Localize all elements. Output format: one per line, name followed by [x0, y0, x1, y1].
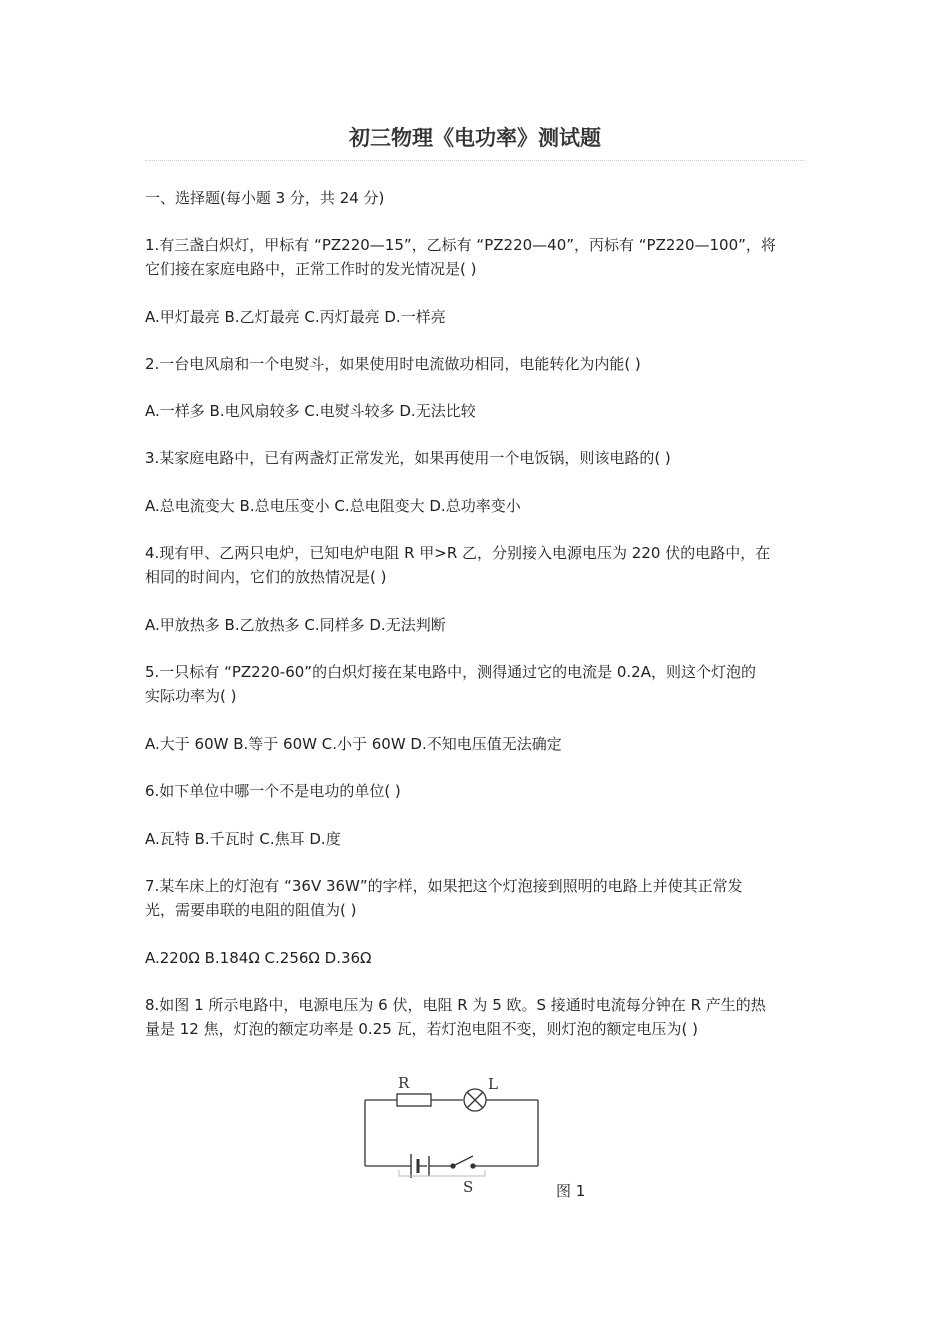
question-2-options: A.一样多 B.电风扇较多 C.电熨斗较多 D.无法比较	[145, 402, 476, 420]
switch-label: S	[463, 1178, 474, 1196]
section-heading: 一、选择题(每小题 3 分，共 24 分)	[145, 189, 385, 207]
lamp-label: L	[488, 1075, 498, 1093]
question-3-stem: 3.某家庭电路中，已有两盏灯正常发光，如果再使用一个电饭锅，则该电路的( )	[145, 449, 671, 467]
question-4-options: A.甲放热多 B.乙放热多 C.同样多 D.无法判断	[145, 616, 446, 634]
question-3-options: A.总电流变大 B.总电压变小 C.总电阻变大 D.总功率变小	[145, 497, 521, 515]
question-5-stem-line-1: 5.一只标有 “PZ220-60”的白炽灯接在某电路中，测得通过它的电流是 0.2A，则这个灯泡的	[145, 663, 756, 681]
question-7-stem-line-1: 7.某车床上的灯泡有 “36V 36W”的字样，如果把这个灯泡接到照明的电路上并使其正常发	[145, 877, 743, 895]
question-4-stem-line-1: 4.现有甲、乙两只电炉，已知电炉电阻 R 甲>R 乙，分别接入电源电压为 220 伏的电路中，在	[145, 544, 771, 562]
question-5-options: A.大于 60W B.等于 60W C.小于 60W D.不知电压值无法确定	[145, 735, 562, 753]
question-1-stem-line-2: 它们接在家庭电路中，正常工作时的发光情况是( )	[145, 260, 477, 278]
question-7-stem-line-2: 光，需要串联的电阻的阻值为( )	[145, 901, 357, 919]
question-1-options: A.甲灯最亮 B.乙灯最亮 C.丙灯最亮 D.一样亮	[145, 308, 446, 326]
figure-caption: 图 1	[556, 1182, 586, 1200]
question-1-stem-line-1: 1.有三盏白炽灯，甲标有 “PZ220—15”，乙标有 “PZ220—40”，丙标有 “PZ220—100”，将	[145, 236, 776, 254]
question-8-stem-line-2: 量是 12 焦，灯泡的额定功率是 0.25 瓦，若灯泡电阻不变，则灯泡的额定电压为( )	[145, 1020, 699, 1038]
question-5-stem-line-2: 实际功率为( )	[145, 687, 237, 705]
lamp-symbol	[464, 1089, 486, 1111]
battery-symbol	[405, 1154, 429, 1178]
resistor-label: R	[398, 1074, 410, 1092]
question-7-options: A.220Ω B.184Ω C.256Ω D.36Ω	[145, 949, 372, 967]
switch-symbol	[451, 1156, 475, 1168]
resistor-symbol	[397, 1094, 431, 1106]
question-6-options: A.瓦特 B.千瓦时 C.焦耳 D.度	[145, 830, 341, 848]
question-8-stem-line-1: 8.如图 1 所示电路中，电源电压为 6 伏，电阻 R 为 5 欧。S 接通时电流每分钟在 R 产生的热	[145, 996, 766, 1014]
question-6-stem: 6.如下单位中哪一个不是电功的单位( )	[145, 782, 401, 800]
question-2-stem: 2.一台电风扇和一个电熨斗，如果使用时电流做功相同，电能转化为内能( )	[145, 355, 641, 373]
question-4-stem-line-2: 相同的时间内，它们的放热情况是( )	[145, 568, 387, 586]
title-divider	[145, 160, 805, 161]
battery-switch-bracket	[399, 1170, 485, 1176]
page-title: 初三物理《电功率》测试题	[349, 126, 601, 150]
